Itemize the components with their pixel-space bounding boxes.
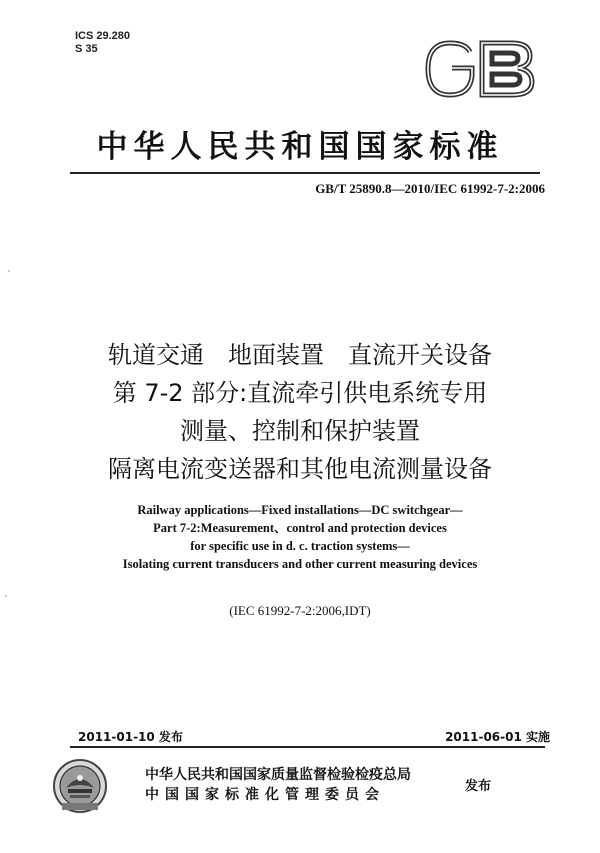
ics-code: ICS 29.280: [75, 30, 131, 42]
official-seal-icon: [52, 758, 108, 814]
english-title-line: for specific use in d. c. traction systems—: [190, 539, 410, 553]
ccs-code: S 35: [75, 43, 98, 55]
english-title-line: Railway applications—Fixed installations—DC switchgear—: [137, 503, 463, 517]
english-title-line: Part 7-2:Measurement、control and protection devices: [153, 521, 447, 535]
header-divider: [70, 172, 540, 174]
implement-date: 2011-06-01 实施: [445, 730, 550, 744]
standard-type-title: 中华人民共和国国家标准: [96, 129, 504, 165]
footer-divider: [70, 746, 545, 748]
english-title: [0, 501, 600, 573]
chinese-title-line: 测量、控制和保护装置: [180, 417, 420, 445]
scan-speck: [5, 595, 7, 597]
standard-number: GB/T 25890.8—2010/IEC 61992-7-2:2006: [315, 181, 545, 196]
classification-codes: [75, 30, 130, 56]
publish-date: 2011-01-10 发布: [78, 730, 183, 744]
chinese-title-line: 轨道交通 地面装置 直流开关设备: [108, 341, 492, 369]
gb-logo: [420, 38, 538, 100]
issuer-sac: 中国国家标准化管理委员会: [145, 787, 385, 803]
chinese-title-line: 隔离电流变送器和其他电流测量设备: [108, 455, 492, 483]
english-title-line: Isolating current transducers and other current measuring devices: [122, 557, 478, 571]
chinese-title-line: 第 7-2 部分:直流牵引供电系统专用: [112, 379, 488, 407]
scan-speck: [8, 270, 10, 272]
chinese-title: [0, 336, 600, 488]
issuing-authorities: [145, 765, 411, 805]
issue-label: 发布: [465, 779, 492, 794]
equivalence-note: (IEC 61992-7-2:2006,IDT): [229, 603, 371, 618]
issuer-aqsiq: 中华人民共和国国家质量监督检验检疫总局: [145, 767, 411, 783]
